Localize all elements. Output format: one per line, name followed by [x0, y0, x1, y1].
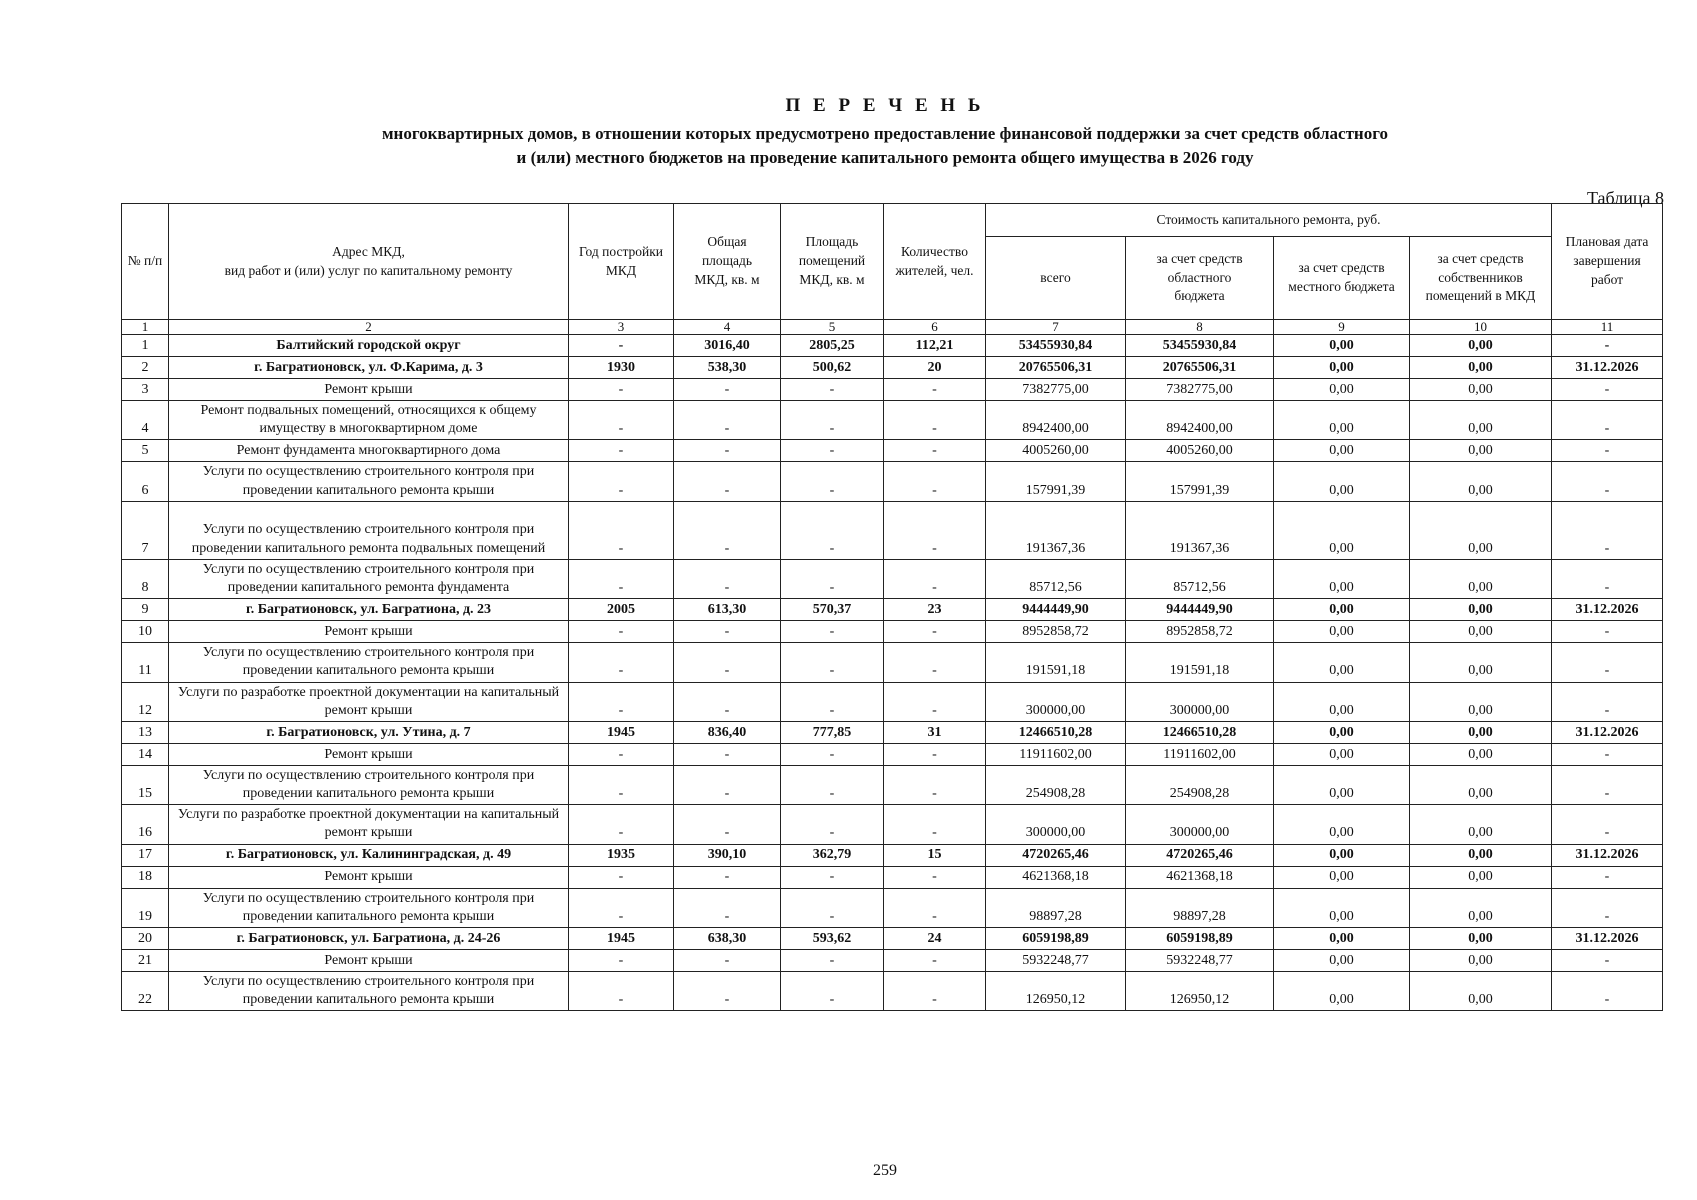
row-residents: - [884, 765, 986, 804]
row-cost-local: 0,00 [1274, 805, 1410, 844]
row-cost-local: 0,00 [1274, 401, 1410, 440]
row-premises-area: - [781, 950, 884, 972]
table-row [122, 805, 1663, 844]
row-cost-local: 0,00 [1274, 928, 1410, 950]
row-cost-regional: 4621368,18 [1126, 866, 1274, 888]
table-row [122, 621, 1663, 643]
row-number: 8 [122, 559, 169, 598]
row-premises-area: - [781, 401, 884, 440]
header-cost-owners: за счет средств собственников помещений в МКД [1410, 237, 1552, 320]
row-premises-area: 777,85 [781, 721, 884, 743]
row-build-year: - [569, 805, 674, 844]
row-residents: - [884, 379, 986, 401]
row-cost-total: 4720265,46 [986, 844, 1126, 866]
row-cost-regional: 254908,28 [1126, 765, 1274, 804]
row-build-year: 1935 [569, 844, 674, 866]
row-premises-area: - [781, 743, 884, 765]
row-total-area: - [674, 401, 781, 440]
row-deadline: 31.12.2026 [1552, 357, 1663, 379]
row-number: 21 [122, 950, 169, 972]
table-row [122, 335, 1663, 357]
row-cost-total: 85712,56 [986, 559, 1126, 598]
row-cost-owners: 0,00 [1410, 928, 1552, 950]
row-number: 10 [122, 621, 169, 643]
row-address: Ремонт фундамента многоквартирного дома [169, 440, 569, 462]
column-number-row [122, 320, 1663, 335]
row-total-area: 638,30 [674, 928, 781, 950]
row-total-area: 538,30 [674, 357, 781, 379]
row-address: г. Багратионовск, ул. Утина, д. 7 [169, 721, 569, 743]
column-number: 5 [781, 320, 884, 335]
header-num: № п/п [122, 204, 169, 320]
row-cost-local: 0,00 [1274, 357, 1410, 379]
row-cost-local: 0,00 [1274, 743, 1410, 765]
row-premises-area: - [781, 462, 884, 501]
header-cost-local: за счет средств местного бюджета [1274, 237, 1410, 320]
row-build-year: - [569, 866, 674, 888]
row-number: 22 [122, 972, 169, 1011]
header-year: Год постройки МКД [569, 204, 674, 320]
row-residents: 24 [884, 928, 986, 950]
row-build-year: 1930 [569, 357, 674, 379]
row-premises-area: - [781, 888, 884, 927]
row-residents: - [884, 401, 986, 440]
table-row [122, 682, 1663, 721]
table-row [122, 462, 1663, 501]
row-cost-regional: 9444449,90 [1126, 599, 1274, 621]
table-row [122, 379, 1663, 401]
row-number: 12 [122, 682, 169, 721]
row-address: Услуги по осуществлению строительного контроля при проведении капитального ремонта крыши [169, 643, 569, 682]
table-row [122, 643, 1663, 682]
row-residents: - [884, 972, 986, 1011]
row-deadline: - [1552, 501, 1663, 559]
row-cost-regional: 12466510,28 [1126, 721, 1274, 743]
row-cost-total: 300000,00 [986, 805, 1126, 844]
row-deadline: - [1552, 805, 1663, 844]
row-cost-local: 0,00 [1274, 621, 1410, 643]
row-residents: - [884, 866, 986, 888]
row-residents: - [884, 643, 986, 682]
row-cost-total: 7382775,00 [986, 379, 1126, 401]
row-address: г. Багратионовск, ул. Калининградская, д. 49 [169, 844, 569, 866]
table-row [122, 844, 1663, 866]
row-cost-total: 9444449,90 [986, 599, 1126, 621]
row-number: 3 [122, 379, 169, 401]
row-cost-local: 0,00 [1274, 888, 1410, 927]
row-address: Услуги по осуществлению строительного контроля при проведении капитального ремонта крыши [169, 972, 569, 1011]
row-total-area: - [674, 765, 781, 804]
row-address: Ремонт крыши [169, 621, 569, 643]
row-total-area: - [674, 682, 781, 721]
row-cost-regional: 8952858,72 [1126, 621, 1274, 643]
row-deadline: - [1552, 765, 1663, 804]
column-number: 3 [569, 320, 674, 335]
row-residents: 31 [884, 721, 986, 743]
row-total-area: - [674, 440, 781, 462]
row-total-area: 836,40 [674, 721, 781, 743]
row-address: г. Багратионовск, ул. Багратиона, д. 24-26 [169, 928, 569, 950]
row-cost-local: 0,00 [1274, 335, 1410, 357]
column-number: 7 [986, 320, 1126, 335]
row-deadline: - [1552, 440, 1663, 462]
table-row [122, 866, 1663, 888]
row-cost-regional: 191367,36 [1126, 501, 1274, 559]
row-cost-total: 5932248,77 [986, 950, 1126, 972]
row-cost-owners: 0,00 [1410, 844, 1552, 866]
row-total-area: - [674, 462, 781, 501]
table-row [122, 950, 1663, 972]
row-number: 14 [122, 743, 169, 765]
row-cost-local: 0,00 [1274, 440, 1410, 462]
row-address: Услуги по осуществлению строительного контроля при проведении капитального ремонта крыши [169, 765, 569, 804]
row-address: Ремонт подвальных помещений, относящихся к общему имуществу в многоквартирном доме [169, 401, 569, 440]
header-address: Адрес МКД, вид работ и (или) услуг по капитальному ремонту [169, 204, 569, 320]
header-total-area: Общая площадь МКД, кв. м [674, 204, 781, 320]
row-build-year: - [569, 972, 674, 1011]
row-premises-area: 500,62 [781, 357, 884, 379]
row-premises-area: 2805,25 [781, 335, 884, 357]
row-cost-owners: 0,00 [1410, 743, 1552, 765]
row-residents: 20 [884, 357, 986, 379]
row-premises-area: 362,79 [781, 844, 884, 866]
row-number: 4 [122, 401, 169, 440]
table-row [122, 743, 1663, 765]
row-cost-total: 98897,28 [986, 888, 1126, 927]
row-cost-total: 12466510,28 [986, 721, 1126, 743]
row-cost-owners: 0,00 [1410, 972, 1552, 1011]
row-deadline: 31.12.2026 [1552, 599, 1663, 621]
row-deadline: - [1552, 743, 1663, 765]
row-residents: 23 [884, 599, 986, 621]
row-residents: - [884, 501, 986, 559]
row-residents: - [884, 682, 986, 721]
row-deadline: - [1552, 462, 1663, 501]
row-cost-local: 0,00 [1274, 950, 1410, 972]
row-cost-total: 126950,12 [986, 972, 1126, 1011]
row-deadline: - [1552, 866, 1663, 888]
column-number: 9 [1274, 320, 1410, 335]
row-total-area: 613,30 [674, 599, 781, 621]
row-residents: - [884, 559, 986, 598]
row-cost-local: 0,00 [1274, 462, 1410, 501]
row-residents: - [884, 743, 986, 765]
row-premises-area: - [781, 805, 884, 844]
row-residents: - [884, 805, 986, 844]
row-premises-area: - [781, 440, 884, 462]
row-deadline: 31.12.2026 [1552, 928, 1663, 950]
row-cost-owners: 0,00 [1410, 621, 1552, 643]
table-row [122, 928, 1663, 950]
row-build-year: - [569, 888, 674, 927]
row-total-area: - [674, 866, 781, 888]
row-cost-local: 0,00 [1274, 721, 1410, 743]
row-cost-owners: 0,00 [1410, 888, 1552, 927]
row-deadline: 31.12.2026 [1552, 721, 1663, 743]
row-residents: - [884, 950, 986, 972]
row-total-area: - [674, 643, 781, 682]
table-row [122, 357, 1663, 379]
table-row [122, 559, 1663, 598]
table-row [122, 721, 1663, 743]
row-cost-owners: 0,00 [1410, 721, 1552, 743]
row-cost-regional: 5932248,77 [1126, 950, 1274, 972]
row-build-year: - [569, 765, 674, 804]
row-cost-total: 300000,00 [986, 682, 1126, 721]
row-cost-owners: 0,00 [1410, 501, 1552, 559]
row-deadline: - [1552, 888, 1663, 927]
row-cost-regional: 300000,00 [1126, 805, 1274, 844]
row-deadline: - [1552, 559, 1663, 598]
column-number: 2 [169, 320, 569, 335]
row-number: 19 [122, 888, 169, 927]
row-deadline: - [1552, 950, 1663, 972]
row-cost-owners: 0,00 [1410, 559, 1552, 598]
row-build-year: - [569, 643, 674, 682]
row-build-year: - [569, 621, 674, 643]
row-cost-owners: 0,00 [1410, 335, 1552, 357]
row-cost-regional: 7382775,00 [1126, 379, 1274, 401]
row-total-area: - [674, 950, 781, 972]
row-address: Ремонт крыши [169, 379, 569, 401]
header-residents: Количество жителей, чел. [884, 204, 986, 320]
row-build-year: - [569, 335, 674, 357]
row-number: 20 [122, 928, 169, 950]
row-build-year: - [569, 682, 674, 721]
row-cost-regional: 20765506,31 [1126, 357, 1274, 379]
row-address: Услуги по осуществлению строительного контроля при проведении капитального ремонта крыши [169, 888, 569, 927]
row-deadline: - [1552, 335, 1663, 357]
row-cost-owners: 0,00 [1410, 401, 1552, 440]
row-cost-regional: 11911602,00 [1126, 743, 1274, 765]
table-row [122, 401, 1663, 440]
row-total-area: - [674, 501, 781, 559]
row-total-area: 3016,40 [674, 335, 781, 357]
row-cost-local: 0,00 [1274, 972, 1410, 1011]
row-cost-owners: 0,00 [1410, 599, 1552, 621]
row-deadline: - [1552, 621, 1663, 643]
column-number: 1 [122, 320, 169, 335]
row-cost-regional: 300000,00 [1126, 682, 1274, 721]
row-cost-regional: 4005260,00 [1126, 440, 1274, 462]
row-cost-local: 0,00 [1274, 643, 1410, 682]
header-deadline: Плановая дата завершения работ [1552, 204, 1663, 320]
row-residents: - [884, 440, 986, 462]
row-address: Услуги по осуществлению строительного контроля при проведении капитального ремонта крыши [169, 462, 569, 501]
header-cost-group: Стоимость капитального ремонта, руб. [986, 204, 1552, 237]
row-premises-area: - [781, 643, 884, 682]
row-residents: - [884, 462, 986, 501]
row-cost-total: 157991,39 [986, 462, 1126, 501]
column-number: 10 [1410, 320, 1552, 335]
document-subtitle-line2: и (или) местного бюджетов на проведение капитального ремонта общего имущества в 2026 году [516, 148, 1254, 167]
row-cost-local: 0,00 [1274, 599, 1410, 621]
row-build-year: 2005 [569, 599, 674, 621]
row-total-area: - [674, 559, 781, 598]
row-deadline: - [1552, 401, 1663, 440]
row-premises-area: 593,62 [781, 928, 884, 950]
row-premises-area: - [781, 379, 884, 401]
row-cost-local: 0,00 [1274, 765, 1410, 804]
row-cost-regional: 53455930,84 [1126, 335, 1274, 357]
row-residents: - [884, 888, 986, 927]
document-subtitle-line1: многоквартирных домов, в отношении которых предусмотрено предоставление финансовой поддержки за счет средств областного [381, 124, 1389, 143]
row-premises-area: - [781, 765, 884, 804]
row-build-year: - [569, 379, 674, 401]
row-cost-local: 0,00 [1274, 501, 1410, 559]
row-address: г. Багратионовск, ул. Багратиона, д. 23 [169, 599, 569, 621]
row-total-area: - [674, 888, 781, 927]
row-number: 16 [122, 805, 169, 844]
row-build-year: - [569, 559, 674, 598]
row-cost-total: 53455930,84 [986, 335, 1126, 357]
row-number: 1 [122, 335, 169, 357]
row-address: г. Багратионовск, ул. Ф.Карима, д. 3 [169, 357, 569, 379]
row-number: 17 [122, 844, 169, 866]
row-number: 2 [122, 357, 169, 379]
row-residents: - [884, 621, 986, 643]
column-number: 8 [1126, 320, 1274, 335]
row-build-year: - [569, 401, 674, 440]
row-number: 15 [122, 765, 169, 804]
row-premises-area: - [781, 501, 884, 559]
row-cost-owners: 0,00 [1410, 805, 1552, 844]
row-cost-regional: 157991,39 [1126, 462, 1274, 501]
row-deadline: - [1552, 972, 1663, 1011]
row-total-area: - [674, 805, 781, 844]
header-row-top [122, 204, 1663, 237]
row-deadline: - [1552, 379, 1663, 401]
row-cost-owners: 0,00 [1410, 866, 1552, 888]
header-premises-area: Площадь помещений МКД, кв. м [781, 204, 884, 320]
row-number: 9 [122, 599, 169, 621]
row-number: 7 [122, 501, 169, 559]
row-premises-area: 570,37 [781, 599, 884, 621]
table-row [122, 599, 1663, 621]
row-deadline: - [1552, 682, 1663, 721]
row-cost-regional: 191591,18 [1126, 643, 1274, 682]
row-cost-total: 254908,28 [986, 765, 1126, 804]
row-number: 6 [122, 462, 169, 501]
row-deadline: 31.12.2026 [1552, 844, 1663, 866]
row-build-year: - [569, 950, 674, 972]
table-row [122, 972, 1663, 1011]
row-cost-owners: 0,00 [1410, 440, 1552, 462]
header-cost-regional: за счет средств областного бюджета [1126, 237, 1274, 320]
row-cost-owners: 0,00 [1410, 643, 1552, 682]
table-row [122, 440, 1663, 462]
row-cost-total: 8942400,00 [986, 401, 1126, 440]
row-address: Услуги по осуществлению строительного контроля при проведении капитального ремонта фундамента [169, 559, 569, 598]
row-cost-total: 20765506,31 [986, 357, 1126, 379]
row-total-area: - [674, 621, 781, 643]
table-body [122, 335, 1663, 1011]
row-build-year: - [569, 440, 674, 462]
row-cost-total: 191591,18 [986, 643, 1126, 682]
row-cost-regional: 8942400,00 [1126, 401, 1274, 440]
row-cost-total: 8952858,72 [986, 621, 1126, 643]
column-number: 6 [884, 320, 986, 335]
table-row [122, 765, 1663, 804]
row-total-area: 390,10 [674, 844, 781, 866]
row-cost-local: 0,00 [1274, 379, 1410, 401]
row-cost-owners: 0,00 [1410, 682, 1552, 721]
row-cost-regional: 6059198,89 [1126, 928, 1274, 950]
row-number: 11 [122, 643, 169, 682]
row-cost-total: 11911602,00 [986, 743, 1126, 765]
row-cost-total: 6059198,89 [986, 928, 1126, 950]
row-premises-area: - [781, 682, 884, 721]
row-cost-local: 0,00 [1274, 844, 1410, 866]
row-residents: 15 [884, 844, 986, 866]
row-cost-owners: 0,00 [1410, 950, 1552, 972]
column-number: 11 [1552, 320, 1663, 335]
row-cost-local: 0,00 [1274, 866, 1410, 888]
row-cost-total: 191367,36 [986, 501, 1126, 559]
table-row [122, 888, 1663, 927]
row-address: Услуги по разработке проектной документации на капитальный ремонт крыши [169, 682, 569, 721]
row-build-year: 1945 [569, 721, 674, 743]
row-number: 18 [122, 866, 169, 888]
row-address: Услуги по разработке проектной документации на капитальный ремонт крыши [169, 805, 569, 844]
row-cost-owners: 0,00 [1410, 379, 1552, 401]
row-cost-regional: 126950,12 [1126, 972, 1274, 1011]
row-build-year: 1945 [569, 928, 674, 950]
table-row [122, 501, 1663, 559]
row-cost-total: 4621368,18 [986, 866, 1126, 888]
table-number-label: Таблица 8 [1587, 188, 1664, 208]
row-total-area: - [674, 379, 781, 401]
column-number: 4 [674, 320, 781, 335]
row-cost-regional: 85712,56 [1126, 559, 1274, 598]
row-address: Ремонт крыши [169, 743, 569, 765]
document-title: П Е Р Е Ч Е Н Ь [785, 95, 985, 116]
row-address: Услуги по осуществлению строительного контроля при проведении капитального ремонта подвальных помещений [169, 501, 569, 559]
row-address: Ремонт крыши [169, 950, 569, 972]
repair-register-table [121, 203, 1663, 1011]
row-premises-area: - [781, 621, 884, 643]
row-deadline: - [1552, 643, 1663, 682]
row-build-year: - [569, 462, 674, 501]
row-number: 13 [122, 721, 169, 743]
row-build-year: - [569, 743, 674, 765]
row-cost-local: 0,00 [1274, 559, 1410, 598]
row-total-area: - [674, 743, 781, 765]
row-cost-regional: 98897,28 [1126, 888, 1274, 927]
row-total-area: - [674, 972, 781, 1011]
row-build-year: - [569, 501, 674, 559]
row-cost-owners: 0,00 [1410, 357, 1552, 379]
row-residents: 112,21 [884, 335, 986, 357]
row-premises-area: - [781, 972, 884, 1011]
row-premises-area: - [781, 866, 884, 888]
page-number: 259 [873, 1162, 897, 1179]
row-cost-local: 0,00 [1274, 682, 1410, 721]
row-cost-owners: 0,00 [1410, 462, 1552, 501]
row-cost-regional: 4720265,46 [1126, 844, 1274, 866]
row-number: 5 [122, 440, 169, 462]
row-cost-owners: 0,00 [1410, 765, 1552, 804]
row-cost-total: 4005260,00 [986, 440, 1126, 462]
row-premises-area: - [781, 559, 884, 598]
row-address: Ремонт крыши [169, 866, 569, 888]
header-cost-total: всего [986, 237, 1126, 320]
row-address: Балтийский городской округ [169, 335, 569, 357]
